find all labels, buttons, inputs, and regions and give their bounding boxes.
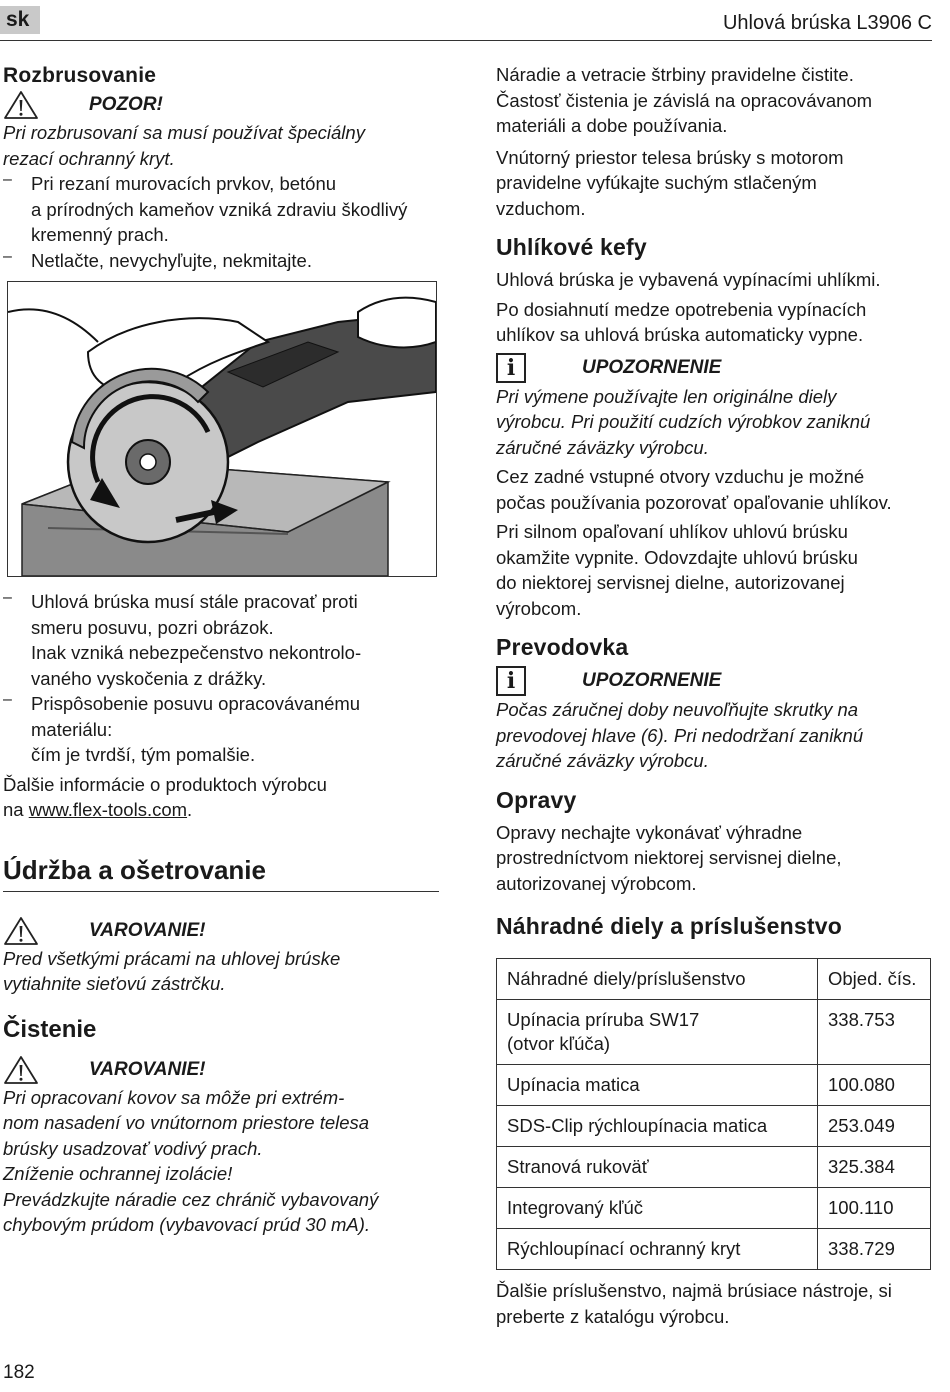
grinder-drawing	[8, 282, 436, 576]
warning-triangle-icon	[3, 1055, 39, 1085]
document-title: Uhlová brúska L3906 C	[722, 12, 932, 34]
notice-text: Pri výmene používajte len originálne diely	[496, 385, 837, 407]
bullet-text: materiálu:	[31, 718, 113, 740]
warning-label: VAROVANIE!	[89, 1058, 206, 1080]
paragraph: Opravy nechajte vykonávať výhradne	[496, 821, 803, 843]
paragraph: Cez zadné vstupné otvory vzduchu je možné	[496, 466, 865, 487]
left-column	[3, 62, 439, 1238]
caution-text: Pri rozbrusovaní sa musí používat špeciálny	[3, 122, 365, 143]
angle-grinder-cutting-illustration	[7, 281, 437, 577]
order-number-cell: 338.753	[818, 1000, 931, 1065]
section-heading-cleaning: Čistenie	[3, 1015, 97, 1043]
order-number-cell: 100.110	[818, 1188, 931, 1229]
warning-triangle-icon	[3, 916, 39, 946]
column-header: Náhradné diely/príslušenstvo	[497, 959, 818, 1000]
more-info-prefix: na	[3, 799, 29, 820]
info-i-icon: i	[496, 666, 526, 696]
table-row	[497, 1106, 931, 1147]
warning-text: Prevádzkujte náradie cez chránič vybavovaný	[3, 1188, 379, 1210]
more-info-suffix: .	[187, 799, 193, 820]
bullet-dash: –	[3, 247, 12, 265]
warning-text: Zníženie ochrannej izolácie!	[3, 1163, 233, 1184]
manufacturer-website-link[interactable]: www.flex-tools.com	[28, 799, 188, 820]
part-name-note: (otvor kľúča)	[507, 1033, 611, 1054]
notice-text: prevodovej hlave (6). Pri nedodržaní zaniknú	[496, 724, 864, 746]
warning-header	[3, 1055, 439, 1085]
header-divider	[0, 40, 932, 41]
bullet-text: kremenný prach.	[31, 224, 169, 245]
bullet-text: Pri rezaní murovacích prvkov, betónu	[31, 173, 337, 194]
caution-label: POZOR!	[89, 94, 163, 115]
paragraph: materiáli a dobe používania.	[496, 115, 728, 136]
caution-header	[3, 90, 439, 120]
part-name-cell: Upínacia matica	[497, 1065, 818, 1106]
paragraph: Uhlová brúska je vybavená vypínacími uhlíkmi.	[496, 269, 881, 290]
order-number-cell: 253.049	[818, 1106, 931, 1147]
notice-header	[496, 352, 936, 384]
paragraph: Častosť čistenia je závislá na opracovávanom	[496, 89, 873, 111]
table-row	[497, 1229, 931, 1270]
more-info-text: Ďalšie informácie o produktoch výrobcu	[3, 773, 327, 795]
section-heading-brushes: Uhlíkové kefy	[496, 234, 647, 260]
part-name-cell: SDS-Clip rýchloupínacia matica	[497, 1106, 818, 1147]
paragraph: Náradie a vetracie štrbiny pravidelne čistite.	[496, 64, 854, 85]
notice-text: výrobcu. Pri použití cudzích výrobkov zaniknú	[496, 411, 871, 432]
bullet-item	[3, 248, 439, 274]
accessories-note: preberte z katalógu výrobcu.	[496, 1305, 730, 1327]
part-name-cell: Integrovaný kľúč	[497, 1188, 818, 1229]
table-row	[497, 1000, 931, 1065]
paragraph: Vnútorný priestor telesa brúsky s motorom	[496, 146, 844, 168]
paragraph: počas používania pozorovať opaľovanie uhlíkov.	[496, 491, 892, 513]
spare-parts-table	[496, 958, 931, 1270]
notice-header	[496, 665, 936, 697]
warning-text: Pred všetkými prácami na uhlovej brúske	[3, 947, 341, 969]
warning-triangle-icon	[3, 90, 39, 120]
bullet-text: Prispôsobenie posuvu opracovávanému	[31, 693, 361, 714]
section-heading-spare-parts: Náhradné diely a príslušenstvo	[496, 913, 843, 939]
paragraph: uhlíkov sa uhlová brúska automaticky vypne.	[496, 324, 864, 345]
warning-text: vytiahnite sieťovú zástrčku.	[3, 973, 226, 994]
paragraph: vzduchom.	[496, 197, 586, 219]
bullet-text: čím je tvrdší, tým pomalšie.	[31, 744, 256, 765]
accessories-note: Ďalšie príslušenstvo, najmä brúsiace nástroje, si	[496, 1280, 892, 1301]
paragraph: Po dosiahnutí medze opotrebenia vypínacích	[496, 298, 867, 320]
bullet-item	[3, 171, 439, 248]
bullet-text: Uhlová brúska musí stále pracovať proti	[31, 591, 358, 612]
bullet-dash: –	[3, 171, 12, 188]
bullet-text: a prírodných kameňov vzniká zdraviu škodlivý	[31, 198, 408, 220]
section-heading-repairs: Opravy	[496, 786, 577, 813]
column-header: Objed. čís.	[818, 959, 931, 1000]
warning-text: Pri opracovaní kovov sa môže pri extrém-	[3, 1086, 345, 1108]
part-name-cell: Rýchloupínací ochranný kryt	[497, 1229, 818, 1270]
bullet-text: vaného vyskočenia z drážky.	[31, 667, 267, 689]
more-info-link-line	[3, 797, 439, 823]
paragraph: prostredníctvom niektorej servisnej dielne,	[496, 847, 842, 868]
bullet-item	[3, 691, 439, 768]
notice-text: záručné záväzky výrobcu.	[496, 750, 709, 771]
notice-label: UPOZORNENIE	[582, 356, 722, 378]
paragraph: okamžite vypnite. Odovzdajte uhlovú brúsku	[496, 546, 858, 568]
right-column	[496, 62, 936, 1329]
language-badge: sk	[0, 6, 40, 34]
part-name: Upínacia príruba SW17	[507, 1009, 700, 1030]
table-header-row	[497, 959, 931, 1000]
section-heading-rozbrusovanie: Rozbrusovanie	[3, 64, 157, 87]
order-number-cell: 338.729	[818, 1229, 931, 1270]
bullet-item	[3, 589, 439, 691]
paragraph: výrobcom.	[496, 597, 582, 619]
bullet-text: smeru posuvu, pozri obrázok.	[31, 616, 274, 638]
section-heading-maintenance: Údržba a ošetrovanie	[3, 854, 266, 885]
page-number: 182	[3, 1362, 35, 1383]
info-i-icon: i	[496, 353, 526, 383]
notice-text: záručné záväzky výrobcu.	[496, 436, 709, 458]
warning-text: brúsky usadzovať vodivý prach.	[3, 1137, 263, 1159]
warning-text: chybovým prúdom (vybavovací prúd 30 mA).	[3, 1214, 371, 1235]
warning-text: nom nasadení vo vnútornom priestore telesa	[3, 1112, 370, 1133]
warning-header	[3, 916, 439, 946]
table-row	[497, 1065, 931, 1106]
order-number-cell: 325.384	[818, 1147, 931, 1188]
warning-label: VAROVANIE!	[89, 919, 206, 941]
bullet-text: Inak vzniká nebezpečenstvo nekontrolo-	[31, 642, 362, 663]
paragraph: do niektorej servisnej dielne, autorizovanej	[496, 572, 845, 593]
table-row	[497, 1147, 931, 1188]
bullet-dash: –	[3, 691, 12, 708]
part-name-cell: Stranová rukoväť	[497, 1147, 818, 1188]
bullet-text: Netlačte, nevychyľujte, nekmitajte.	[31, 249, 312, 271]
notice-text: Počas záručnej doby neuvoľňujte skrutky na	[496, 699, 859, 720]
notice-label: UPOZORNENIE	[582, 670, 722, 691]
section-heading-gearbox: Prevodovka	[496, 634, 629, 660]
table-row	[497, 1188, 931, 1229]
part-name-cell	[497, 1000, 818, 1065]
caution-text: rezací ochranný kryt.	[3, 147, 175, 169]
bullet-dash: –	[3, 589, 12, 606]
paragraph: Pri silnom opaľovaní uhlíkov uhlovú brúsku	[496, 521, 848, 542]
order-number-cell: 100.080	[818, 1065, 931, 1106]
paragraph: pravidelne vyfúkajte suchým stlačeným	[496, 172, 817, 193]
paragraph: autorizovanej výrobcom.	[496, 872, 697, 894]
